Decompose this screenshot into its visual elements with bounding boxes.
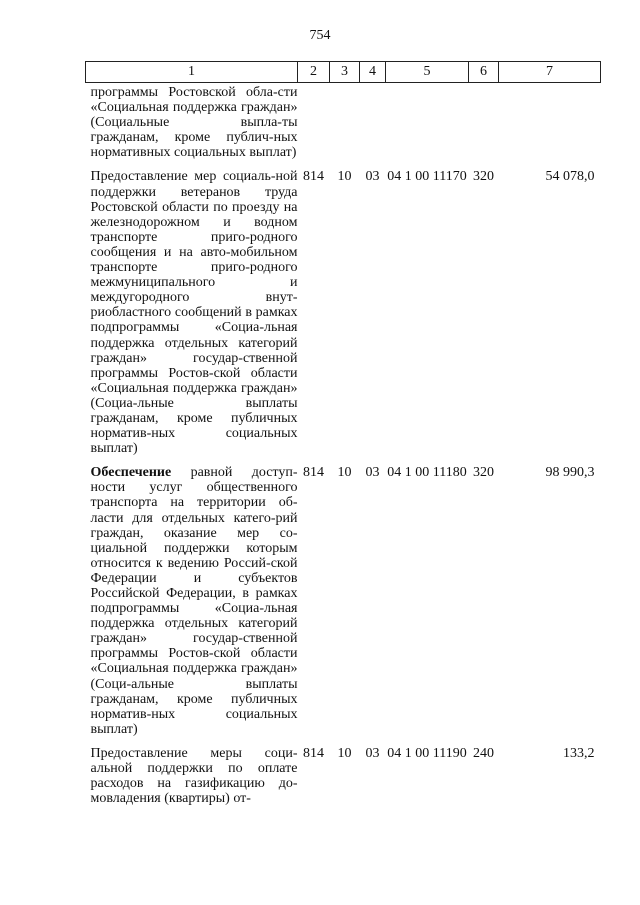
row-section-code [330,83,360,161]
header-col-5: 5 [386,62,469,83]
row-description-lead: Обеспечение [90,465,172,481]
row-ministry-code [298,83,330,161]
row-description-text: Предоставление мер социаль-ной поддержки ветеранов труда Ростовской области по проезду на железнодорожном и водном транспорте приго-родного сообщения и на авто-мобильном транспорте приго-родного межмуниципального и междугородного внут-риобластного сообщений в рамках подпрограммы «Социа-льная поддержка отдельных категорий граждан» государ-ственной программы Ростов-ской области «Социальная поддержка граждан» (Социа-льные выплаты гражданам, кроме публичных норматив-ных социальных выплат) [90,169,298,457]
table-row [86,83,601,161]
row-expense-type: 320 [473,169,494,185]
row-description-text: равной доступ-ности услуг общественного транспорта на территории об-ласти для отдельных катего-рий граждан, оказание мер со-циальной поддержки которым относится к ведению Россий-ской Федерации и субъектов Российской Федерации, в рамках подпрограммы «Социа-льная поддержка отдельных категорий граждан» государ-ственной программы Ростов-ской области «Социальная поддержка граждан» (Соци-альные выплаты гражданам, кроме публичных норматив-ных социальных выплат) [90,465,298,737]
row-target-code: 04 1 00 11180 [387,465,467,481]
row-ministry-code: 814 [303,745,324,761]
row-amount: 133,2 [563,745,595,761]
row-amount [499,83,601,161]
header-col-7: 7 [499,62,601,83]
row-section-code: 10 [337,465,352,481]
row-subsection-code [360,83,386,161]
header-col-4: 4 [360,62,386,83]
header-col-2: 2 [298,62,330,83]
header-col-6: 6 [469,62,499,83]
row-section-code: 10 [337,169,352,185]
row-section-code: 10 [337,745,352,761]
row-description [86,83,298,161]
row-ministry-code: 814 [303,465,324,481]
row-description [86,737,298,806]
table-header-row [86,62,601,83]
table-row [86,160,601,456]
row-description [86,456,298,737]
row-subsection-code: 03 [365,465,380,481]
header-col-1: 1 [86,62,298,83]
row-amount: 98 990,3 [545,465,595,481]
row-amount: 54 078,0 [545,169,595,185]
row-subsection-code: 03 [365,745,380,761]
row-description-text: программы Ростовской обла-сти «Социальная поддержка граждан» (Социальные выпла-ты гражданам, кроме публич-ных нормативных социальных выплат) [90,85,298,161]
row-ministry-code: 814 [303,169,324,185]
budget-table [85,61,601,806]
header-col-3: 3 [330,62,360,83]
page-number: 754 [309,28,331,43]
row-target-code: 04 1 00 11190 [387,745,467,761]
row-expense-type [469,83,499,161]
table-row [86,737,601,806]
row-description [86,160,298,456]
row-expense-type: 320 [473,465,494,481]
row-subsection-code: 03 [365,169,380,185]
row-target-code: 04 1 00 11170 [387,169,467,185]
table-row [86,456,601,737]
row-target-code [386,83,469,161]
row-expense-type: 240 [473,745,494,761]
row-description-text: Предоставление меры соци-альной поддержки по оплате расходов на газификацию до-мовладения (квартиры) от- [90,745,298,807]
